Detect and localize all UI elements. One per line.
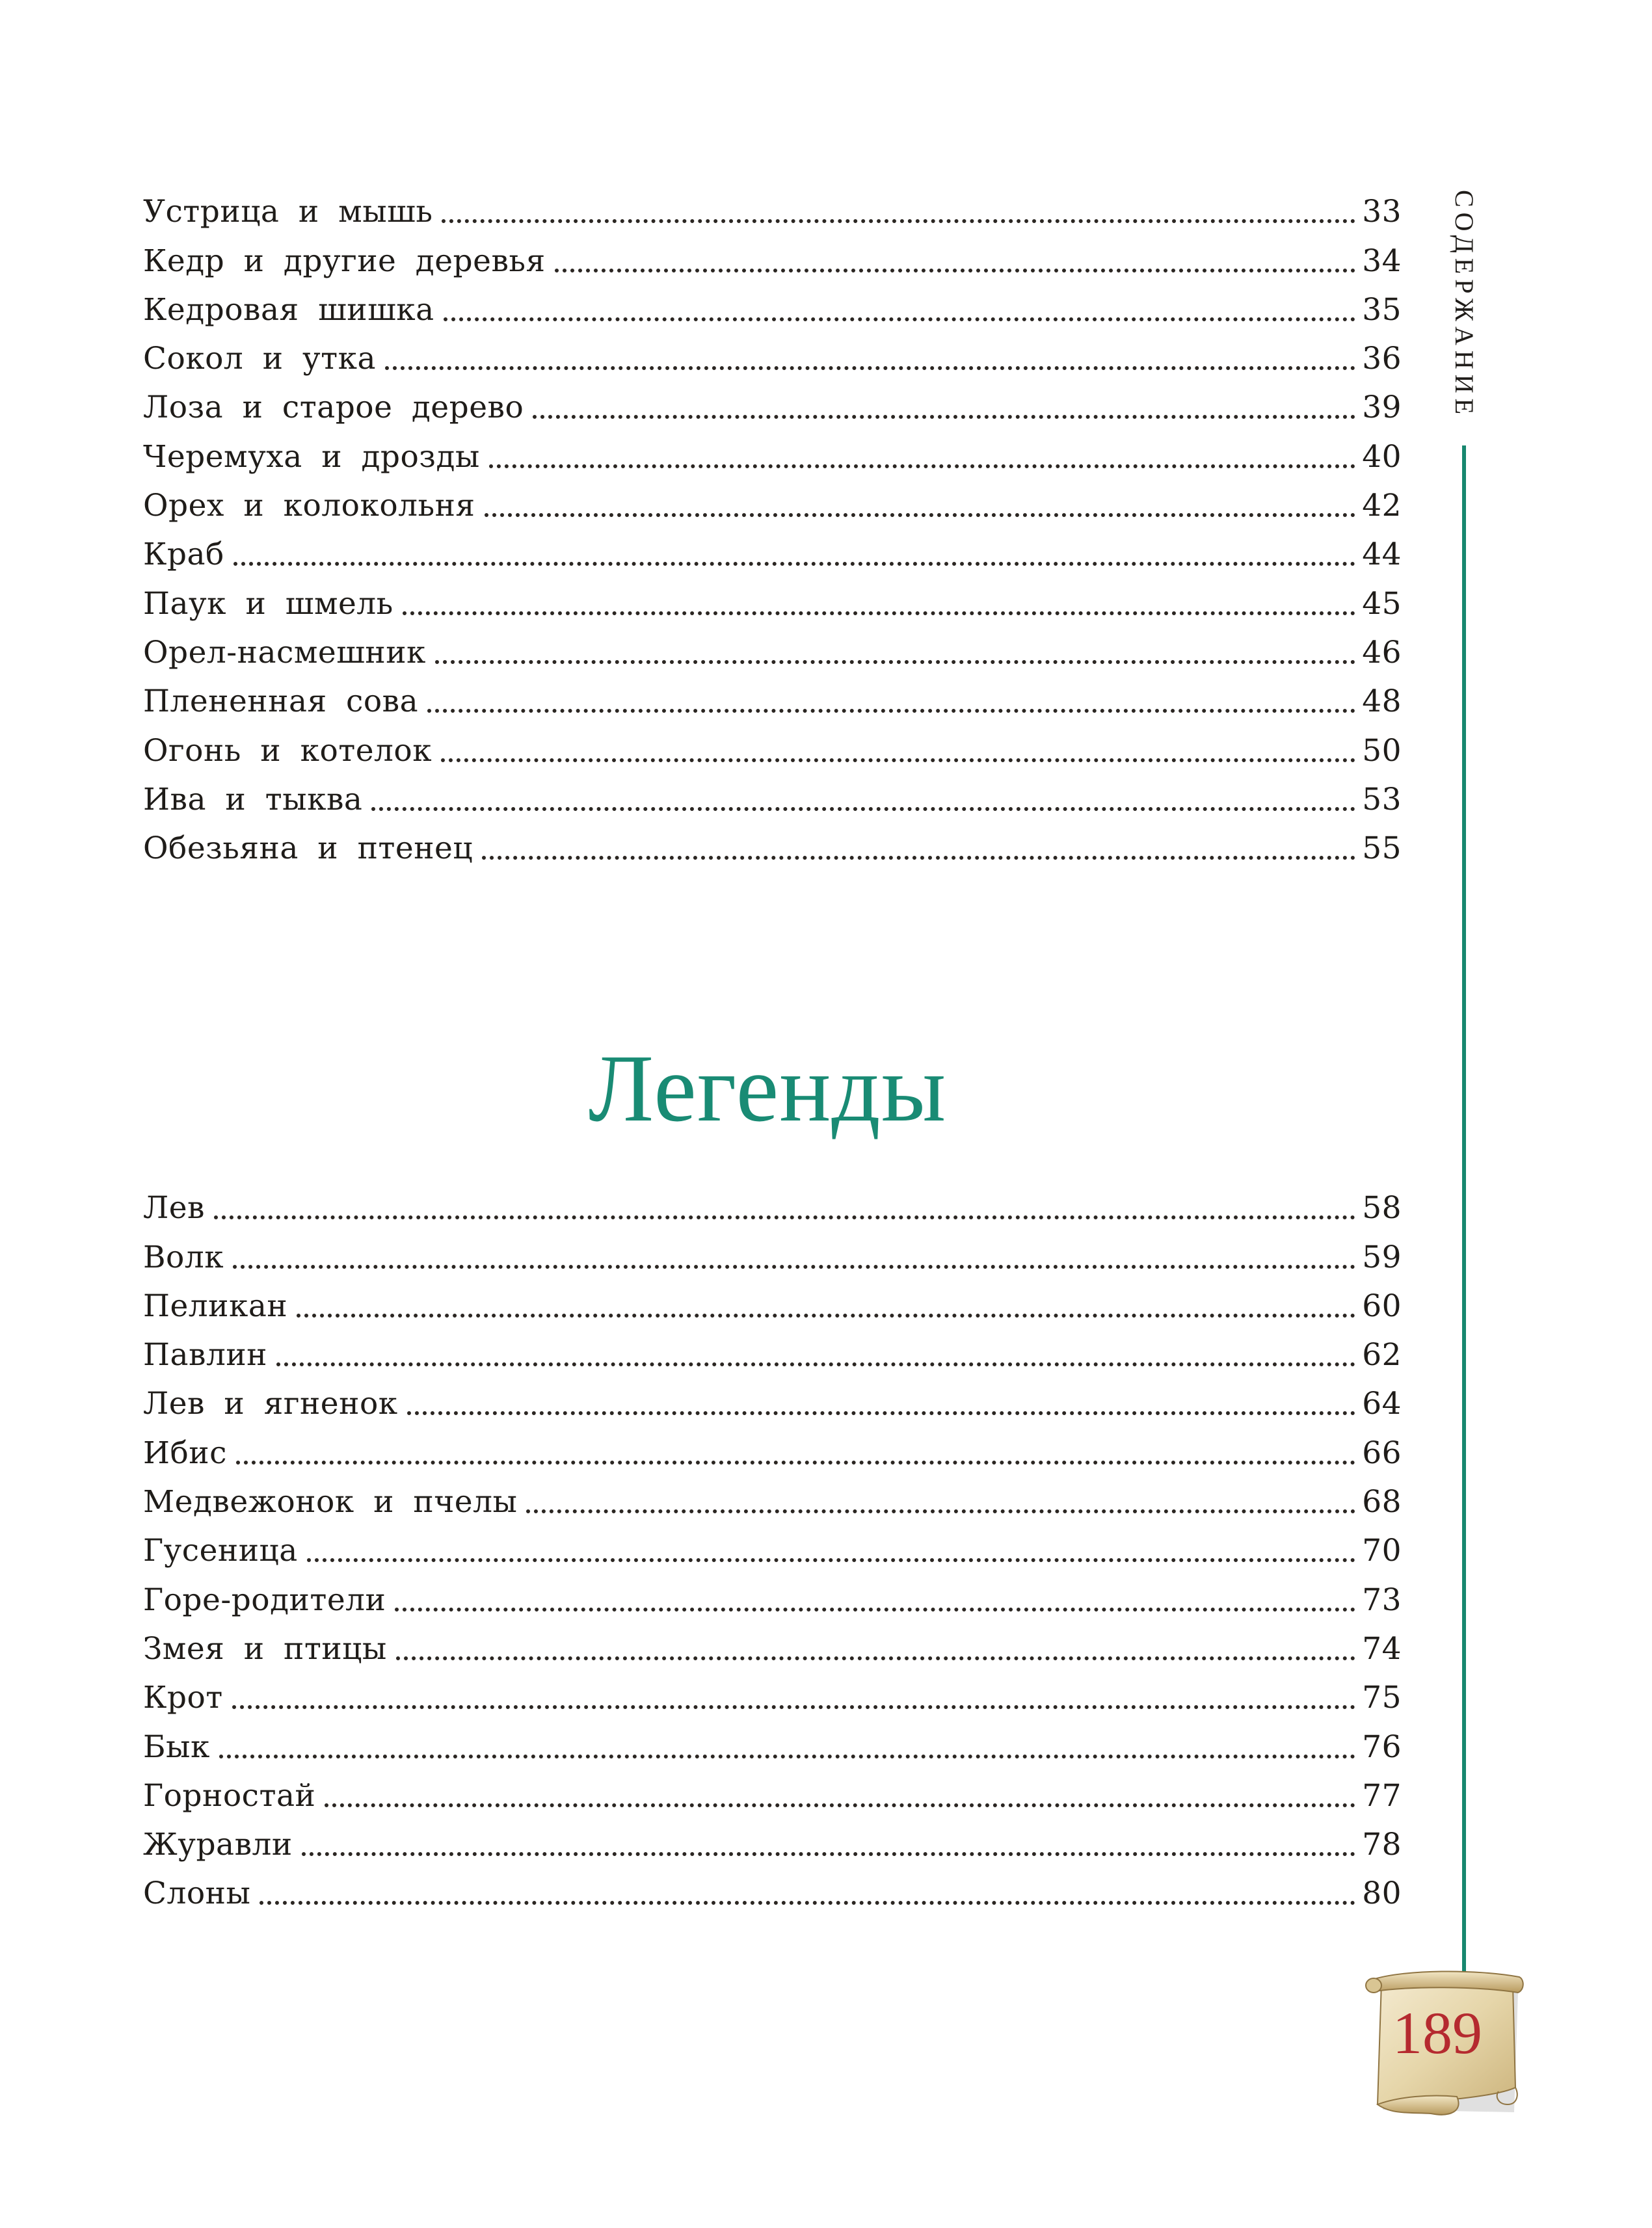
toc-entry[interactable]: [143, 383, 1402, 432]
toc-entry[interactable]: [143, 1379, 1402, 1428]
dot-leader: [526, 1509, 1355, 1513]
dot-leader: [236, 1461, 1355, 1465]
toc-entry[interactable]: [143, 1771, 1402, 1820]
dot-leader: [219, 1755, 1355, 1758]
toc-entry-page: 73: [1362, 1582, 1402, 1618]
toc-entry-title: Черемуха и дрозды: [143, 438, 480, 475]
dot-leader: [435, 660, 1355, 664]
toc-entry-title: Огонь и котелок: [143, 732, 433, 769]
toc-entry-page: 48: [1362, 683, 1402, 720]
toc-entry-page: 60: [1362, 1288, 1402, 1324]
toc-entry-page: 39: [1362, 390, 1402, 426]
toc-entry[interactable]: [143, 1526, 1402, 1575]
toc-entry-title: Обезьяна и птенец: [143, 830, 473, 867]
toc-entry[interactable]: [143, 726, 1402, 775]
toc-entry-page: 42: [1362, 488, 1402, 524]
dot-leader: [482, 856, 1355, 860]
toc-entry-title: Горностай: [143, 1777, 316, 1814]
toc-entry[interactable]: [143, 1184, 1402, 1232]
toc-entry[interactable]: [143, 579, 1402, 628]
toc-entry-title: Медвежонок и пчелы: [143, 1484, 518, 1520]
toc-entry-page: 66: [1362, 1435, 1402, 1471]
toc-entry-title: Кедровая шишка: [143, 291, 434, 328]
toc-entry-title: Паук и шмель: [143, 585, 393, 622]
toc-entry-title: Орел-насмешник: [143, 634, 426, 670]
toc-entry-page: 50: [1362, 732, 1402, 769]
toc-entry[interactable]: [143, 1575, 1402, 1624]
fables-toc-list: [143, 187, 1402, 873]
toc-entry-title: Лев: [143, 1190, 205, 1227]
dot-leader: [403, 611, 1355, 615]
toc-entry-title: Крот: [143, 1680, 223, 1716]
toc-entry-page: 55: [1362, 830, 1402, 867]
toc-entry[interactable]: [143, 824, 1402, 873]
toc-entry-page: 75: [1362, 1680, 1402, 1716]
toc-entry-title: Лоза и старое дерево: [143, 390, 524, 426]
toc-entry-page: 62: [1362, 1337, 1402, 1373]
toc-entry-page: 46: [1362, 634, 1402, 670]
toc-entry[interactable]: [143, 1331, 1402, 1379]
toc-entry-title: Пеликан: [143, 1288, 288, 1324]
toc-entry[interactable]: [143, 1478, 1402, 1526]
toc-entry[interactable]: [143, 1869, 1402, 1918]
toc-entry-page: 35: [1362, 291, 1402, 328]
toc-entry[interactable]: [143, 1625, 1402, 1673]
dot-leader: [297, 1314, 1355, 1318]
toc-entry[interactable]: [143, 1232, 1402, 1281]
toc-entry-title: Слоны: [143, 1876, 251, 1912]
toc-entry-page: 40: [1362, 438, 1402, 475]
toc-entry-page: 64: [1362, 1386, 1402, 1422]
toc-entry[interactable]: [143, 775, 1402, 824]
dot-leader: [444, 317, 1355, 321]
toc-entry[interactable]: [143, 481, 1402, 530]
toc-entry-title: Павлин: [143, 1337, 267, 1373]
toc-entry-title: Бык: [143, 1729, 210, 1765]
dot-leader: [407, 1411, 1356, 1415]
toc-entry-page: 36: [1362, 341, 1402, 377]
toc-entry-title: Устрица и мышь: [143, 194, 433, 230]
dot-leader: [260, 1901, 1355, 1905]
toc-entry[interactable]: [143, 530, 1402, 579]
toc-entry-page: 74: [1362, 1630, 1402, 1667]
toc-entry[interactable]: [143, 677, 1402, 726]
toc-entry-title: Ива и тыква: [143, 781, 363, 817]
toc-entry-page: 68: [1362, 1484, 1402, 1520]
toc-entry-title: Орех и колокольня: [143, 488, 475, 524]
section-heading-legends: Легенды: [588, 1035, 947, 1142]
dot-leader: [385, 366, 1355, 370]
toc-entry-page: 80: [1362, 1876, 1402, 1912]
toc-entry[interactable]: [143, 1673, 1402, 1722]
toc-entry[interactable]: [143, 187, 1402, 236]
toc-entry-page: 78: [1362, 1827, 1402, 1863]
dot-leader: [232, 1705, 1355, 1709]
dot-leader: [276, 1362, 1355, 1366]
dot-leader: [371, 807, 1355, 811]
toc-entry-page: 34: [1362, 243, 1402, 279]
dot-leader: [442, 219, 1355, 223]
toc-entry-title: Лев и ягненок: [143, 1386, 398, 1422]
toc-entry-title: Журавли: [143, 1827, 293, 1863]
dot-leader: [441, 758, 1355, 762]
toc-entry-page: 59: [1362, 1239, 1402, 1275]
toc-entry-title: Плененная сова: [143, 683, 419, 720]
toc-entry-title: Горе-родители: [143, 1582, 386, 1618]
dot-leader: [395, 1608, 1355, 1611]
dot-leader: [427, 709, 1355, 713]
toc-entry[interactable]: [143, 628, 1402, 677]
toc-entry[interactable]: [143, 1722, 1402, 1771]
page-number: 189: [1392, 2000, 1482, 2066]
toc-entry[interactable]: [143, 1282, 1402, 1331]
toc-entry-page: 44: [1362, 537, 1402, 573]
dot-leader: [214, 1215, 1355, 1219]
dot-leader: [489, 464, 1355, 468]
toc-entry-page: 33: [1362, 194, 1402, 230]
toc-entry-title: Волк: [143, 1239, 224, 1275]
toc-entry[interactable]: [143, 285, 1402, 334]
toc-entry[interactable]: [143, 432, 1402, 481]
toc-entry[interactable]: [143, 236, 1402, 285]
dot-leader: [396, 1656, 1355, 1660]
side-vertical-rule: [1462, 445, 1466, 1993]
dot-leader: [555, 269, 1356, 272]
dot-leader: [302, 1852, 1355, 1856]
toc-entry-page: 77: [1362, 1777, 1402, 1814]
side-running-title: СОДЕРЖАНИЕ: [1450, 190, 1479, 420]
toc-entry-page: 76: [1362, 1729, 1402, 1765]
toc-entry[interactable]: [143, 334, 1402, 383]
toc-entry-page: 58: [1362, 1190, 1402, 1227]
dot-leader: [485, 513, 1356, 517]
toc-entry[interactable]: [143, 1428, 1402, 1477]
toc-entry[interactable]: [143, 1820, 1402, 1869]
dot-leader: [325, 1803, 1355, 1807]
toc-entry-title: Змея и птицы: [143, 1630, 387, 1667]
toc-entry-page: 45: [1362, 585, 1402, 622]
toc-entry-page: 53: [1362, 781, 1402, 817]
dot-leader: [233, 562, 1355, 566]
toc-entry-title: Гусеница: [143, 1533, 298, 1569]
dot-leader: [307, 1558, 1355, 1562]
legends-toc-list: [143, 1184, 1402, 1918]
toc-entry-title: Кедр и другие деревья: [143, 243, 546, 279]
toc-entry-title: Ибис: [143, 1435, 227, 1471]
toc-entry-title: Краб: [143, 537, 224, 573]
dot-leader: [233, 1265, 1355, 1269]
toc-entry-title: Сокол и утка: [143, 341, 377, 377]
dot-leader: [533, 415, 1355, 419]
toc-entry-page: 70: [1362, 1533, 1402, 1569]
